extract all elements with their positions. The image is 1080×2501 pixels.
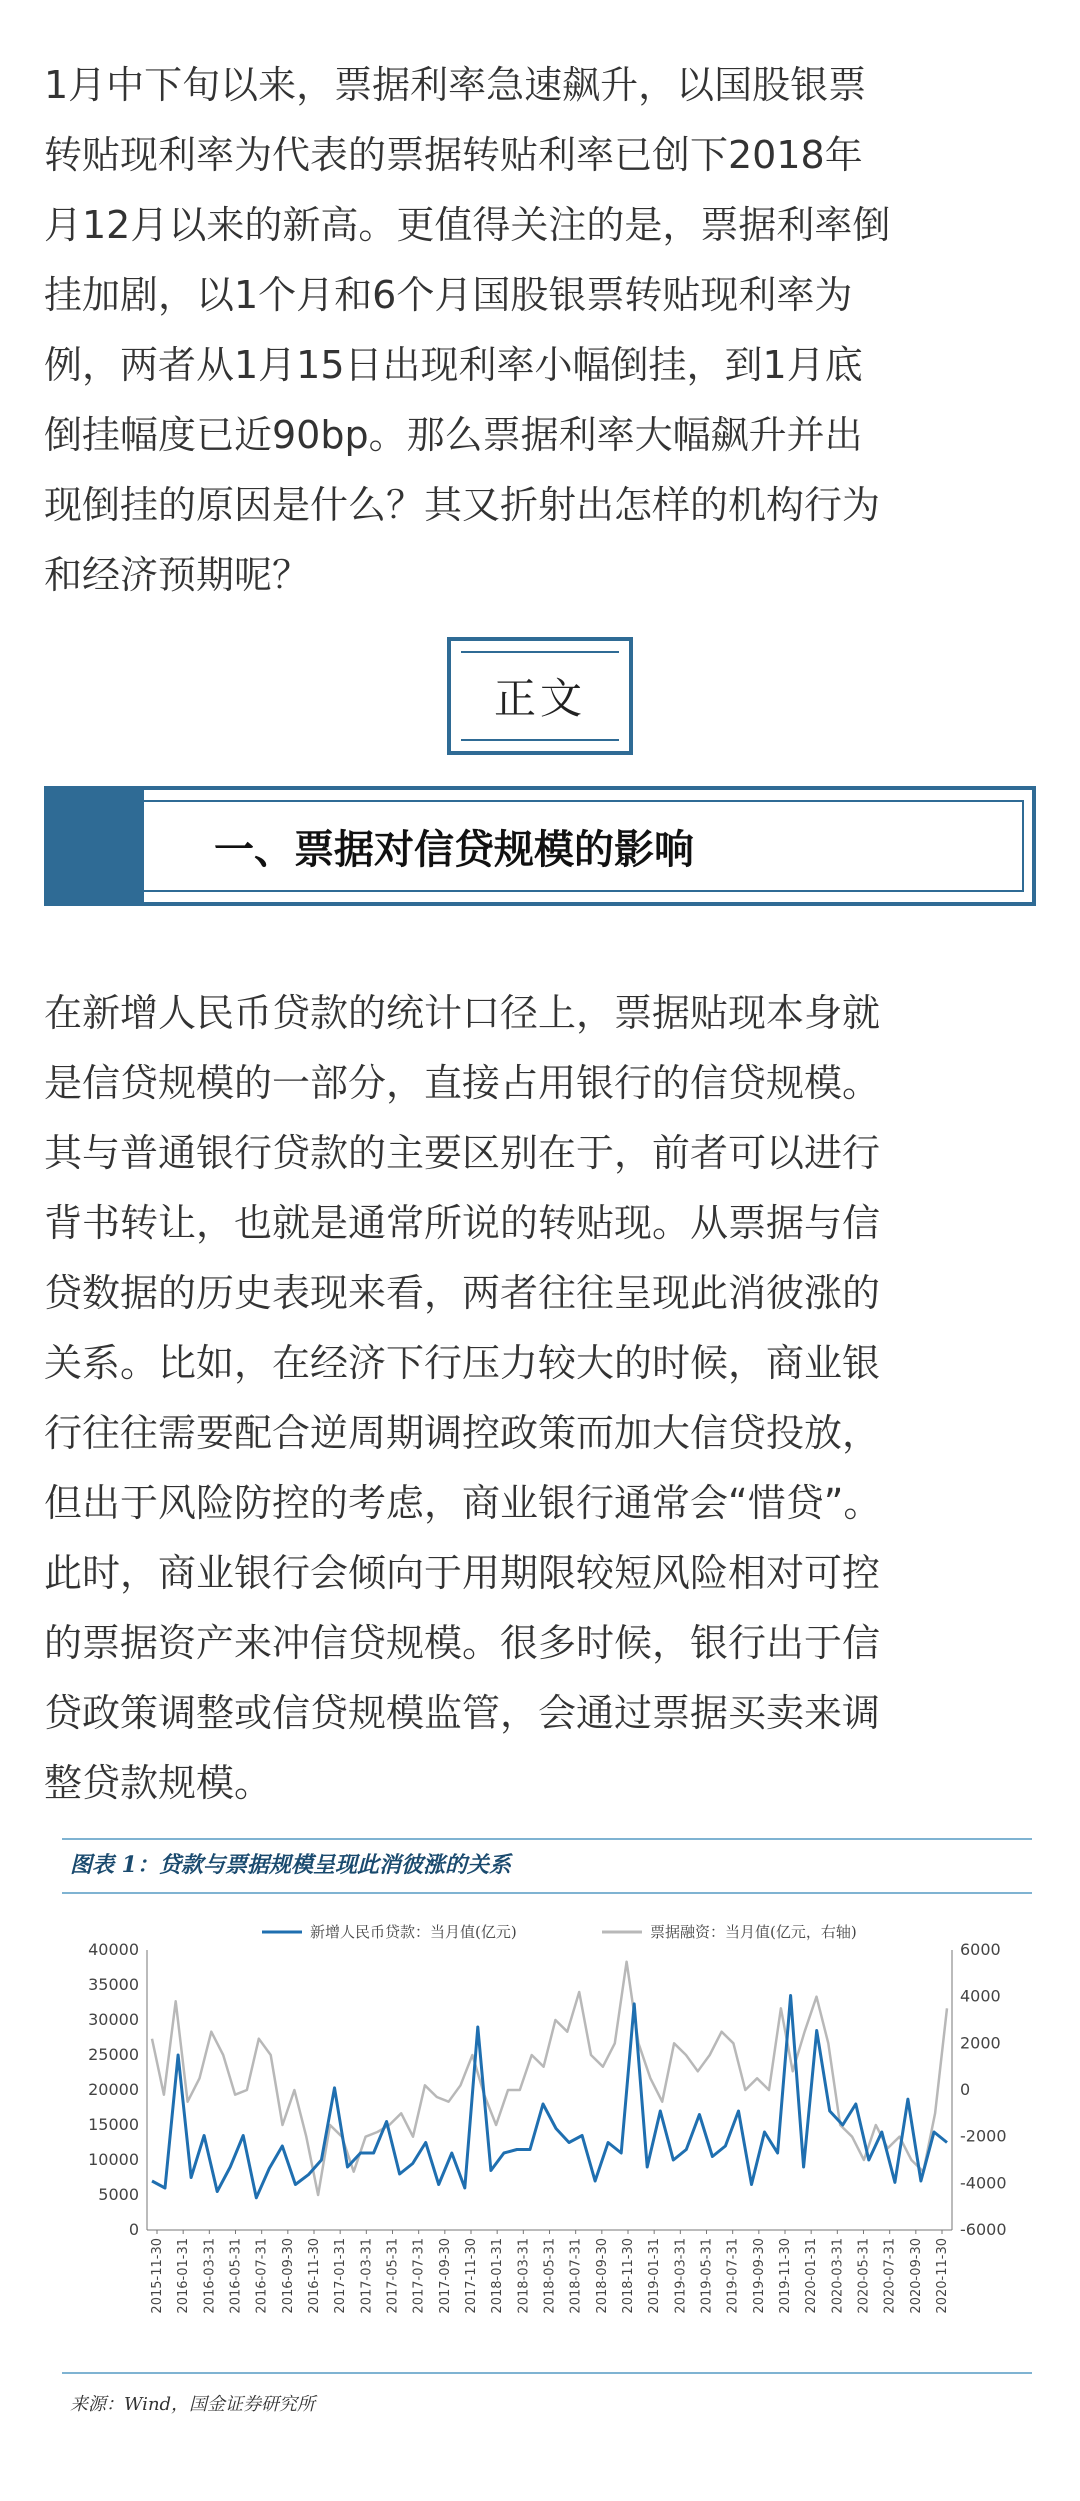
section-title: 一、票据对信贷规模的影响 <box>214 827 694 873</box>
x-tick-label: 2016-01-31 <box>176 2238 192 2314</box>
chart-svg <box>62 1830 1032 2375</box>
x-tick-label: 2019-09-30 <box>751 2238 767 2314</box>
x-tick-label: 2019-07-31 <box>725 2238 741 2314</box>
body-line: 背书转让，也就是通常所说的转贴现。从票据与信 <box>44 1201 881 1245</box>
body-paragraph <box>44 978 1044 1818</box>
body-line: 其与普通银行贷款的主要区别在于，前者可以进行 <box>44 1131 881 1175</box>
x-tick-label: 2016-05-31 <box>228 2238 244 2314</box>
body-line: 是信贷规模的一部分，直接占用银行的信贷规模。 <box>44 1061 881 1105</box>
intro-line: 和经济预期呢？ <box>44 553 311 597</box>
x-tick-label: 2016-09-30 <box>280 2238 296 2314</box>
x-tick-label: 2017-09-30 <box>437 2238 453 2314</box>
intro-line: 1月中下旬以来，票据利率急速飙升，以国股银票 <box>44 63 867 107</box>
legend-bills-label: 票据融资：当月值(亿元，右轴) <box>650 1923 857 1941</box>
x-tick-label: 2018-11-30 <box>621 2238 636 2314</box>
chart-figure <box>62 1830 1032 2415</box>
body-line: 关系。比如，在经济下行压力较大的时候，商业银 <box>44 1341 881 1385</box>
x-tick-label: 2020-07-31 <box>882 2238 898 2314</box>
x-tick-label: 2020-05-31 <box>856 2238 872 2314</box>
x-tick-label: 2018-07-31 <box>568 2238 584 2314</box>
left-y-tick-label: 20000 <box>88 2080 139 2099</box>
x-tick-label: 2016-11-30 <box>307 2238 322 2314</box>
chart-bottom-rule <box>62 2372 1032 2374</box>
right-y-tick-label: -4000 <box>960 2173 1007 2193</box>
body-line: 贷政策调整或信贷规模监管，会通过票据买卖来调 <box>44 1691 881 1735</box>
right-y-tick-label: 4000 <box>960 1986 1001 2006</box>
intro-line: 转贴现利率为代表的票据转贴利率已创下2018年 <box>44 133 863 177</box>
right-y-tick-label: 0 <box>960 2080 971 2099</box>
left-y-tick-label: 30000 <box>88 2010 139 2029</box>
intro-line: 现倒挂的原因是什么？其又折射出怎样的机构行为 <box>44 483 881 527</box>
x-tick-label: 2018-05-31 <box>542 2238 558 2314</box>
x-tick-label: 2017-05-31 <box>385 2238 401 2314</box>
body-line: 贷数据的历史表现来看，两者往往呈现此消彼涨的 <box>44 1271 881 1315</box>
left-y-tick-label: 0 <box>128 2220 139 2239</box>
x-tick-label: 2019-01-31 <box>647 2238 663 2314</box>
right-y-tick-label: -6000 <box>960 2220 1007 2239</box>
x-tick-label: 2020-03-31 <box>830 2238 846 2314</box>
intro-paragraph <box>44 50 1044 610</box>
left-y-tick-label: 40000 <box>88 1940 139 1959</box>
x-tick-label: 2019-05-31 <box>699 2238 715 2314</box>
loans-series-line <box>152 1996 947 2198</box>
x-tick-label: 2017-11-30 <box>464 2238 479 2314</box>
x-tick-label: 2019-11-30 <box>778 2238 793 2314</box>
x-tick-label: 2019-03-31 <box>673 2238 689 2314</box>
right-y-tick-label: 6000 <box>960 1940 1001 1959</box>
legend-loans-label: 新增人民币贷款：当月值(亿元) <box>310 1923 517 1941</box>
x-tick-label: 2018-03-31 <box>516 2238 532 2314</box>
left-y-tick-label: 5000 <box>98 2185 139 2204</box>
x-tick-label: 2020-01-31 <box>804 2238 820 2314</box>
right-y-tick-label: -2000 <box>960 2126 1007 2146</box>
chart-title: 图表 1：贷款与票据规模呈现此消彼涨的关系 <box>70 1852 511 1878</box>
section-header <box>44 786 1036 906</box>
left-y-tick-label: 35000 <box>88 1975 139 1994</box>
intro-line: 挂加剧，以1个月和6个月国股银票转贴现利率为 <box>44 273 853 317</box>
left-y-tick-label: 10000 <box>88 2150 139 2169</box>
body-line: 在新增人民币贷款的统计口径上，票据贴现本身就 <box>44 991 881 1035</box>
chart-source: 来源：Wind，国金证券研究所 <box>70 2394 316 2415</box>
body-line: 的票据资产来冲信贷规模。很多时候，银行出于信 <box>44 1621 881 1665</box>
intro-line: 月12月以来的新高。更值得关注的是，票据利率倒 <box>44 203 891 247</box>
right-y-tick-label: 2000 <box>960 2033 1001 2053</box>
body-line: 行往往需要配合逆周期调控政策而加大信贷投放， <box>44 1411 881 1455</box>
bill-financing-series-line <box>152 1962 947 2195</box>
main-text-label: 正文 <box>493 674 586 723</box>
left-y-tick-label: 25000 <box>88 2045 139 2064</box>
x-tick-label: 2020-11-30 <box>935 2238 950 2314</box>
intro-line: 倒挂幅度已近90bp。那么票据利率大幅飙升并出 <box>44 413 863 457</box>
intro-line: 例，两者从1月15日出现利率小幅倒挂，到1月底 <box>44 343 863 387</box>
x-tick-label: 2018-09-30 <box>594 2238 610 2314</box>
x-tick-label: 2017-01-31 <box>333 2238 349 2314</box>
x-tick-label: 2017-03-31 <box>359 2238 375 2314</box>
body-line: 但出于风险防控的考虑，商业银行通常会“惜贷”。 <box>44 1481 882 1525</box>
main-text-label-box <box>447 637 633 755</box>
x-tick-label: 2016-03-31 <box>202 2238 218 2314</box>
x-tick-label: 2017-07-31 <box>411 2238 427 2314</box>
left-y-tick-label: 15000 <box>88 2115 139 2134</box>
section-header-accent-block <box>44 786 144 906</box>
x-tick-label: 2020-09-30 <box>908 2238 924 2314</box>
x-tick-label: 2015-11-30 <box>150 2238 165 2314</box>
body-line: 整贷款规模。 <box>44 1761 273 1805</box>
x-tick-label: 2016-07-31 <box>254 2238 270 2314</box>
body-line: 此时，商业银行会倾向于用期限较短风险相对可控 <box>44 1551 881 1595</box>
x-tick-label: 2018-01-31 <box>490 2238 506 2314</box>
